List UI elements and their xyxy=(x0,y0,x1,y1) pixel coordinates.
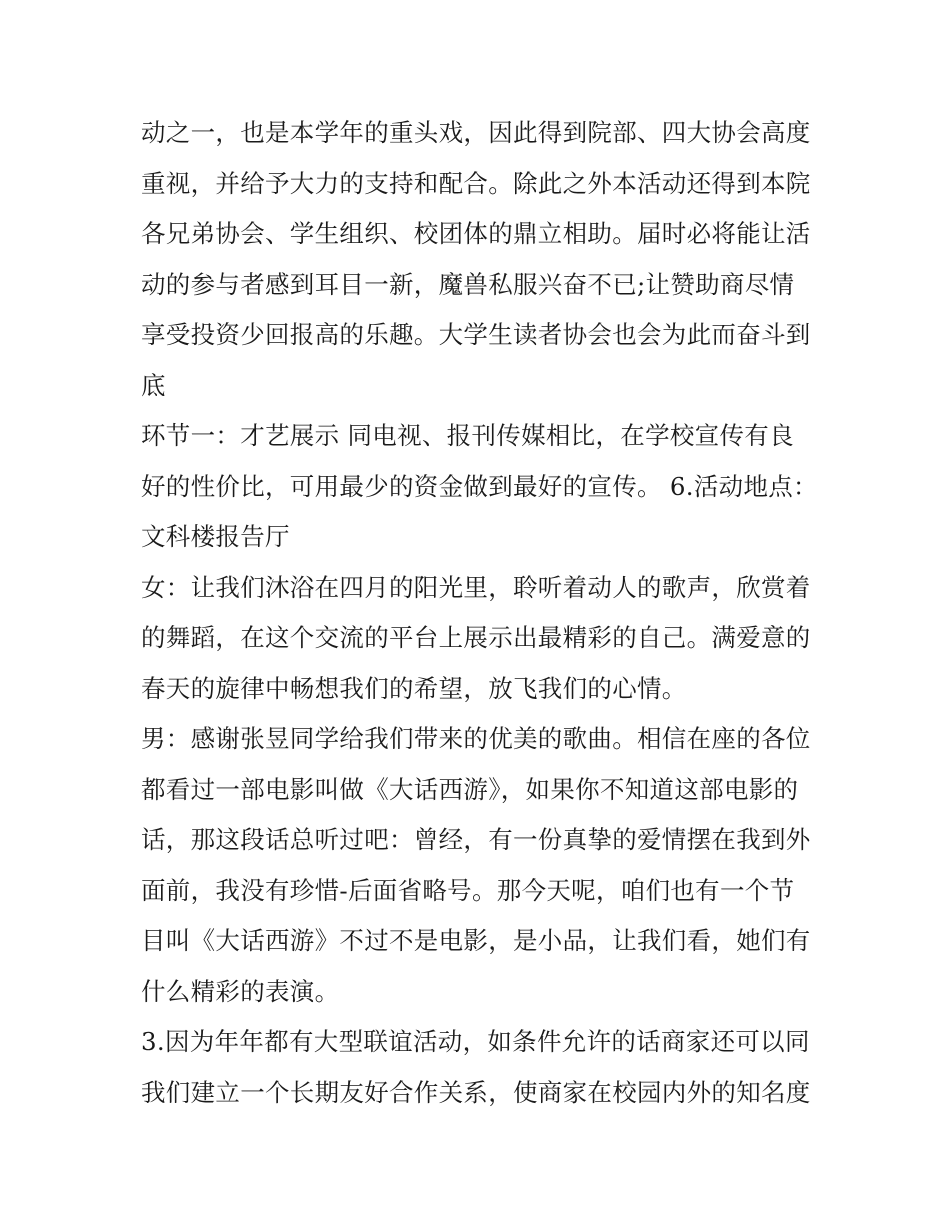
text-line: 文科楼报告厅 xyxy=(141,522,290,551)
text-line: 女：让我们沐浴在四月的阳光里，聆听着动人的歌声，欣赏着 xyxy=(141,572,811,602)
text-line: 好的性价比，可用最少的资金做到最好的宣传。 6.活动地点： xyxy=(141,471,818,501)
text-line: 动之一，也是本学年的重头戏，因此得到院部、四大协会高度 xyxy=(141,118,811,147)
text-line: 目叫《大话西游》不过不是电影，是小品，让我们看，她们有 xyxy=(141,926,811,955)
text-line: 3.因为年年都有大型联谊活动，如条件允许的话商家还可以同 xyxy=(141,1027,810,1056)
text-line: 重视，并给予大力的支持和配合。除此之外本活动还得到本院 xyxy=(141,168,811,198)
text-line: 男：感谢张昱同学给我们带来的优美的歌曲。相信在座的各位 xyxy=(141,724,811,753)
text-line: 话，那这段话总听过吧：曾经，有一份真挚的爱情摆在我到外 xyxy=(141,825,811,854)
text-line: 环节一：才艺展示 同电视、报刊传媒相比，在学校宣传有良 xyxy=(141,421,794,450)
text-line: 各兄弟协会、学生组织、校团体的鼎立相助。届时必将能让活 xyxy=(141,219,811,248)
text-line: 动的参与者感到耳目一新，魔兽私服兴奋不已;让赞助商尽情 xyxy=(141,269,795,299)
text-line: 享受投资少回报高的乐趣。大学生读者协会也会为此而奋斗到 xyxy=(141,320,811,349)
document-body xyxy=(141,108,821,1118)
text-line: 底 xyxy=(141,370,166,400)
text-line: 面前，我没有珍惜-后面省略号。那今天呢，咱们也有一个节 xyxy=(141,875,795,905)
text-line: 春天的旋律中畅想我们的希望，放飞我们的心情。 xyxy=(141,673,687,703)
text-line: 的舞蹈，在这个交流的平台上展示出最精彩的自己。满爱意的 xyxy=(141,623,811,652)
text-line: 我们建立一个长期友好合作关系，使商家在校园内外的知名度 xyxy=(141,1077,811,1107)
text-line: 什么精彩的表演。 xyxy=(141,976,340,1006)
text-line: 都看过一部电影叫做《大话西游》，如果你不知道这部电影的 xyxy=(141,774,799,804)
